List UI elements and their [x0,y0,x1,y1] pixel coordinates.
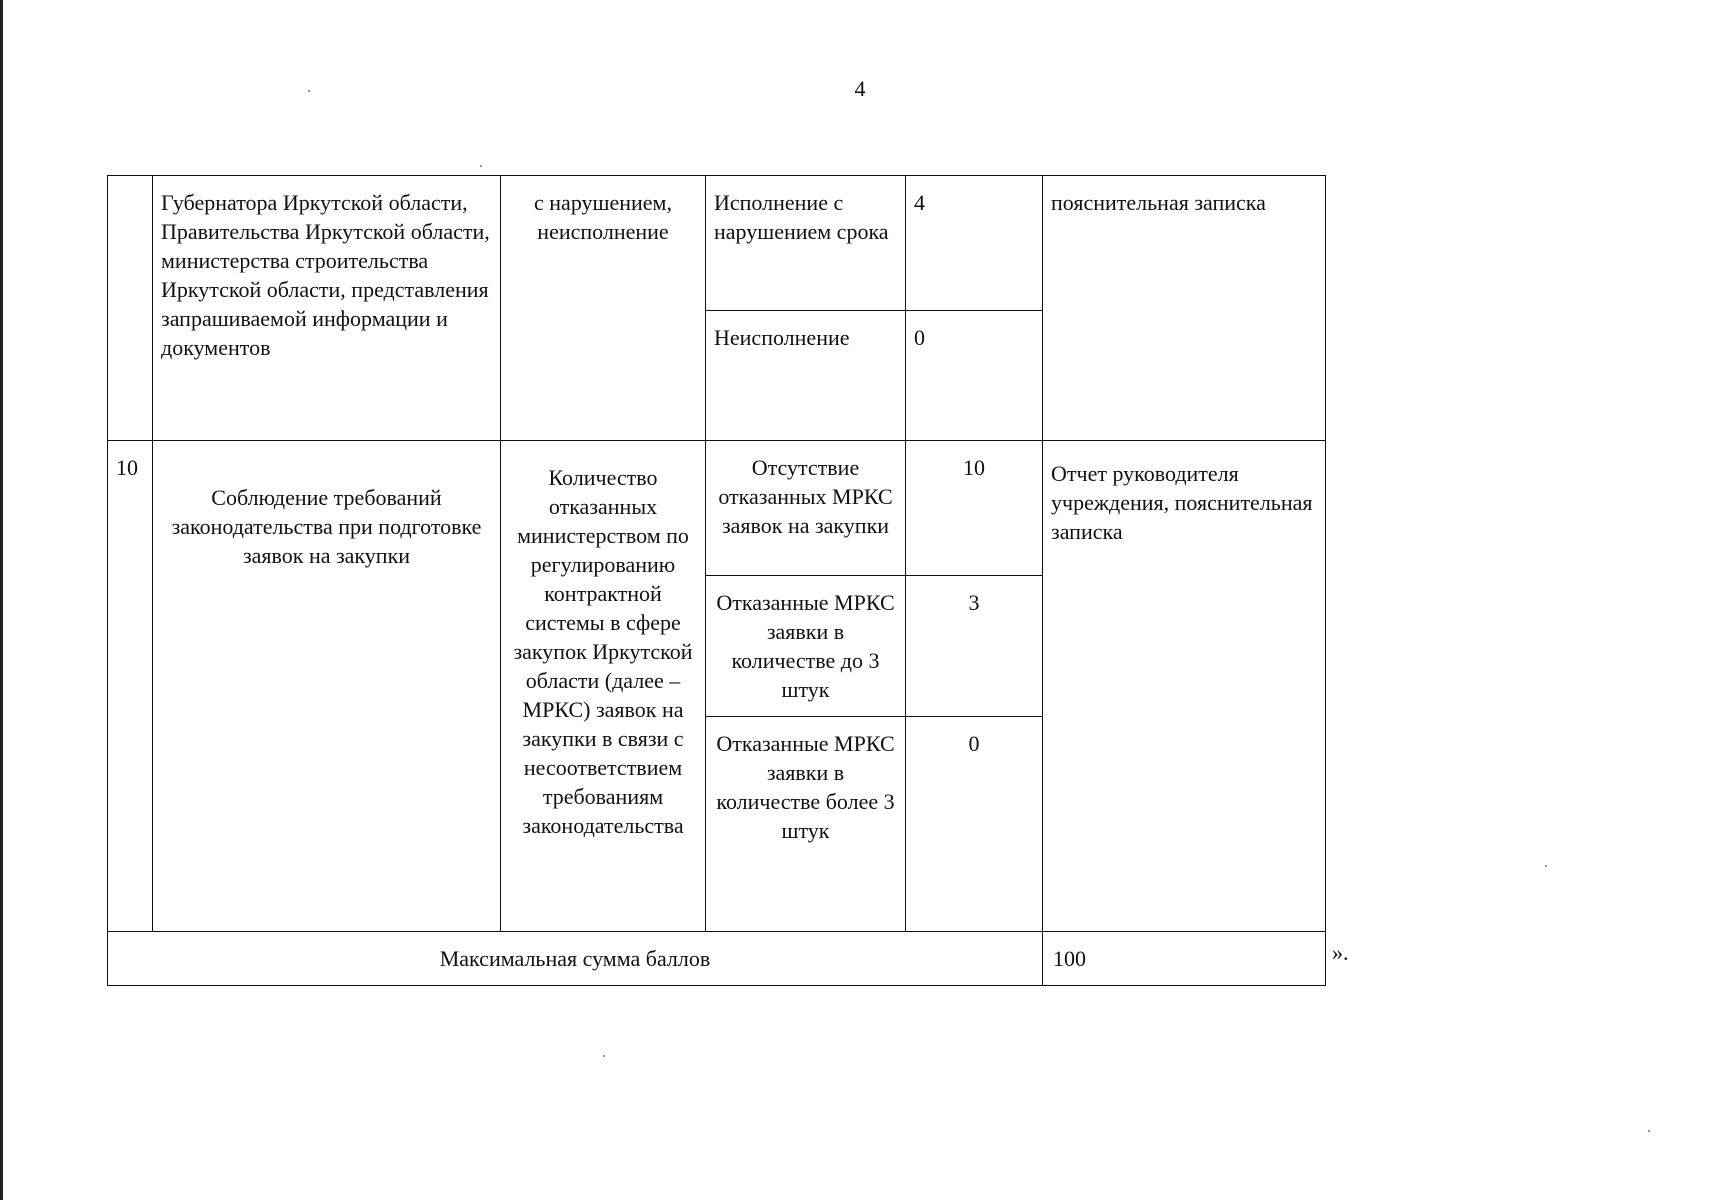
criterion-cell: с нарушением, неисполнение [501,176,706,441]
criterion-cell: Количество отказанных министерством по регулированию контрактной системы в сфере закупок Иркутской области (далее – МРКС) заявок на закупки в связи с несоответствием требованиям законодательства [501,441,706,932]
scan-speck [308,90,310,92]
grade-label-cell: Исполнение с нарушением срока [706,176,906,311]
grade-label-cell: Отсутствие отказанных МРКС заявок на закупки [706,441,906,576]
total-label: Максимальная сумма баллов [108,932,1043,986]
scan-edge [0,0,3,1200]
grade-score-cell: 4 [906,176,1043,311]
indicator-cell: Соблюдение требований законодательства при подготовке заявок на закупки [153,441,501,932]
row-number-cell: 10 [108,441,153,932]
grade-label-cell: Неисполнение [706,311,906,441]
row-number-cell [108,176,153,441]
scan-speck [1648,1130,1650,1132]
table-row [108,176,1326,311]
grade-score-cell: 10 [906,441,1043,576]
source-cell: Отчет руководителя учреждения, пояснительная записка [1043,441,1326,932]
grade-label-cell: Отказанные МРКС заявки в количестве более 3 штук [706,717,906,932]
grade-score-cell: 0 [906,311,1043,441]
scan-speck [1545,865,1547,867]
grade-score-cell: 3 [906,576,1043,717]
grade-score-cell: 0 [906,717,1043,932]
table-row [108,441,1326,576]
source-cell: пояснительная записка [1043,176,1326,441]
indicator-cell: Губернатора Иркутской области, Правительства Иркутской области, министерства строительства Иркутской области, представления запрашиваемой информации и документов [153,176,501,441]
total-row [108,932,1326,986]
criteria-table [107,175,1326,986]
grade-label-cell: Отказанные МРКС заявки в количестве до 3 штук [706,576,906,717]
page-number: 4 [854,76,866,101]
scan-speck [480,165,482,167]
total-value: 100 [1043,932,1326,986]
closing-quote: ». [1332,940,1349,965]
scan-speck [603,1055,605,1057]
